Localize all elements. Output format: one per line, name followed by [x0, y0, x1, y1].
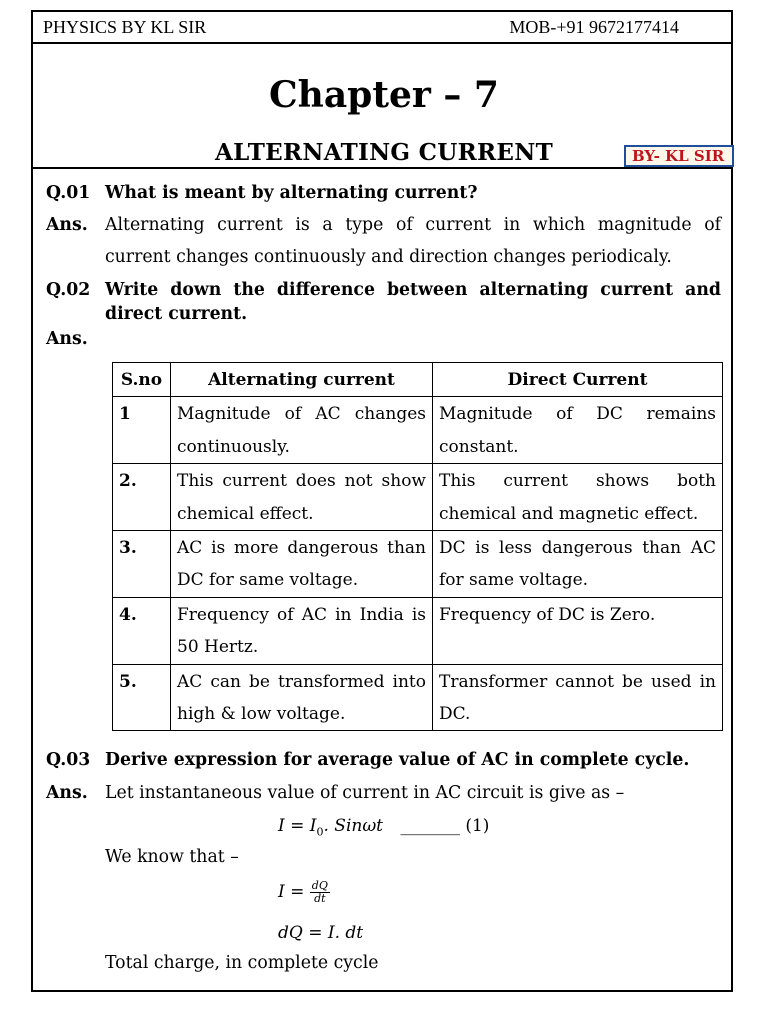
col-header-sno: S.no: [113, 363, 171, 397]
q2-question-line2: direct current.: [105, 304, 248, 324]
table-row: [113, 531, 723, 598]
table-row: [113, 597, 723, 664]
q1-ans-label: Ans.: [46, 215, 88, 235]
row-dc: DC is less dangerous than AC for same voltage.: [433, 531, 723, 598]
q1-answer-line2: current changes continuously and direction changes periodicaly.: [105, 247, 672, 267]
col-header-ac: Alternating current: [171, 363, 433, 397]
q3-answer-line1: Let instantaneous value of current in AC circuit is give as –: [105, 783, 625, 803]
eq1-lhs: I = I: [278, 816, 317, 836]
row-sno: 4.: [113, 597, 171, 664]
table-row: [113, 397, 723, 464]
table-row: [113, 664, 723, 731]
header-mobile: MOB-+91 9672177414: [509, 17, 679, 37]
row-dc: Frequency of DC is Zero.: [433, 597, 723, 664]
table-row: [113, 464, 723, 531]
q1-answer-line1: Alternating current is a type of current in which magnitude of: [105, 215, 721, 235]
row-sno: 1: [113, 397, 171, 464]
row-ac: Frequency of AC in India is 50 Hertz.: [171, 597, 433, 664]
eq2-fraction: [310, 880, 330, 905]
q3-ans-label: Ans.: [46, 783, 88, 803]
total-charge-text: Total charge, in complete cycle: [105, 953, 379, 973]
row-ac: This current does not show chemical effect.: [171, 464, 433, 531]
q3-label: Q.03: [46, 750, 91, 770]
eq1-subscript: 0: [316, 825, 324, 839]
chapter-title: Chapter – 7: [269, 74, 499, 116]
q3-question: Derive expression for average value of AC in complete cycle.: [105, 750, 690, 770]
row-dc: Magnitude of DC remains constant.: [433, 397, 723, 464]
ac-dc-comparison-table: [112, 362, 723, 731]
eq2-lhs: I =: [278, 882, 305, 902]
row-dc: This current shows both chemical and magnetic effect.: [433, 464, 723, 531]
row-dc: Transformer cannot be used in DC.: [433, 664, 723, 731]
q2-label: Q.02: [46, 280, 91, 300]
title-divider: [31, 167, 733, 169]
table-header-row: [113, 363, 723, 397]
page-header: [33, 12, 731, 44]
row-sno: 3.: [113, 531, 171, 598]
equation-2: [278, 880, 330, 905]
row-ac: AC is more dangerous than DC for same voltage.: [171, 531, 433, 598]
row-ac: Magnitude of AC changes continuously.: [171, 397, 433, 464]
eq1-number: (1): [465, 816, 490, 836]
eq2-denominator: dt: [314, 892, 326, 905]
q1-label: Q.01: [46, 183, 91, 203]
row-ac: AC can be transformed into high & low voltage.: [171, 664, 433, 731]
chapter-subtitle: ALTERNATING CURRENT: [214, 139, 554, 166]
row-sno: 5.: [113, 664, 171, 731]
we-know-text: We know that –: [105, 847, 239, 867]
header-author: PHYSICS BY KL SIR: [43, 17, 207, 37]
q1-question: What is meant by alternating current?: [105, 183, 478, 203]
q2-question-line1: Write down the difference between alternating current and: [105, 280, 721, 300]
eq1-rhs: . Sinωt: [323, 816, 384, 836]
q2-ans-label: Ans.: [46, 329, 88, 349]
col-header-dc: Direct Current: [433, 363, 723, 397]
eq1-blank: _______: [400, 816, 460, 836]
equation-3: dQ = I. dt: [278, 923, 364, 943]
eq2-numerator: dQ: [311, 879, 328, 892]
equation-1: [278, 816, 489, 838]
row-sno: 2.: [113, 464, 171, 531]
author-badge: BY- KL SIR: [624, 145, 734, 167]
